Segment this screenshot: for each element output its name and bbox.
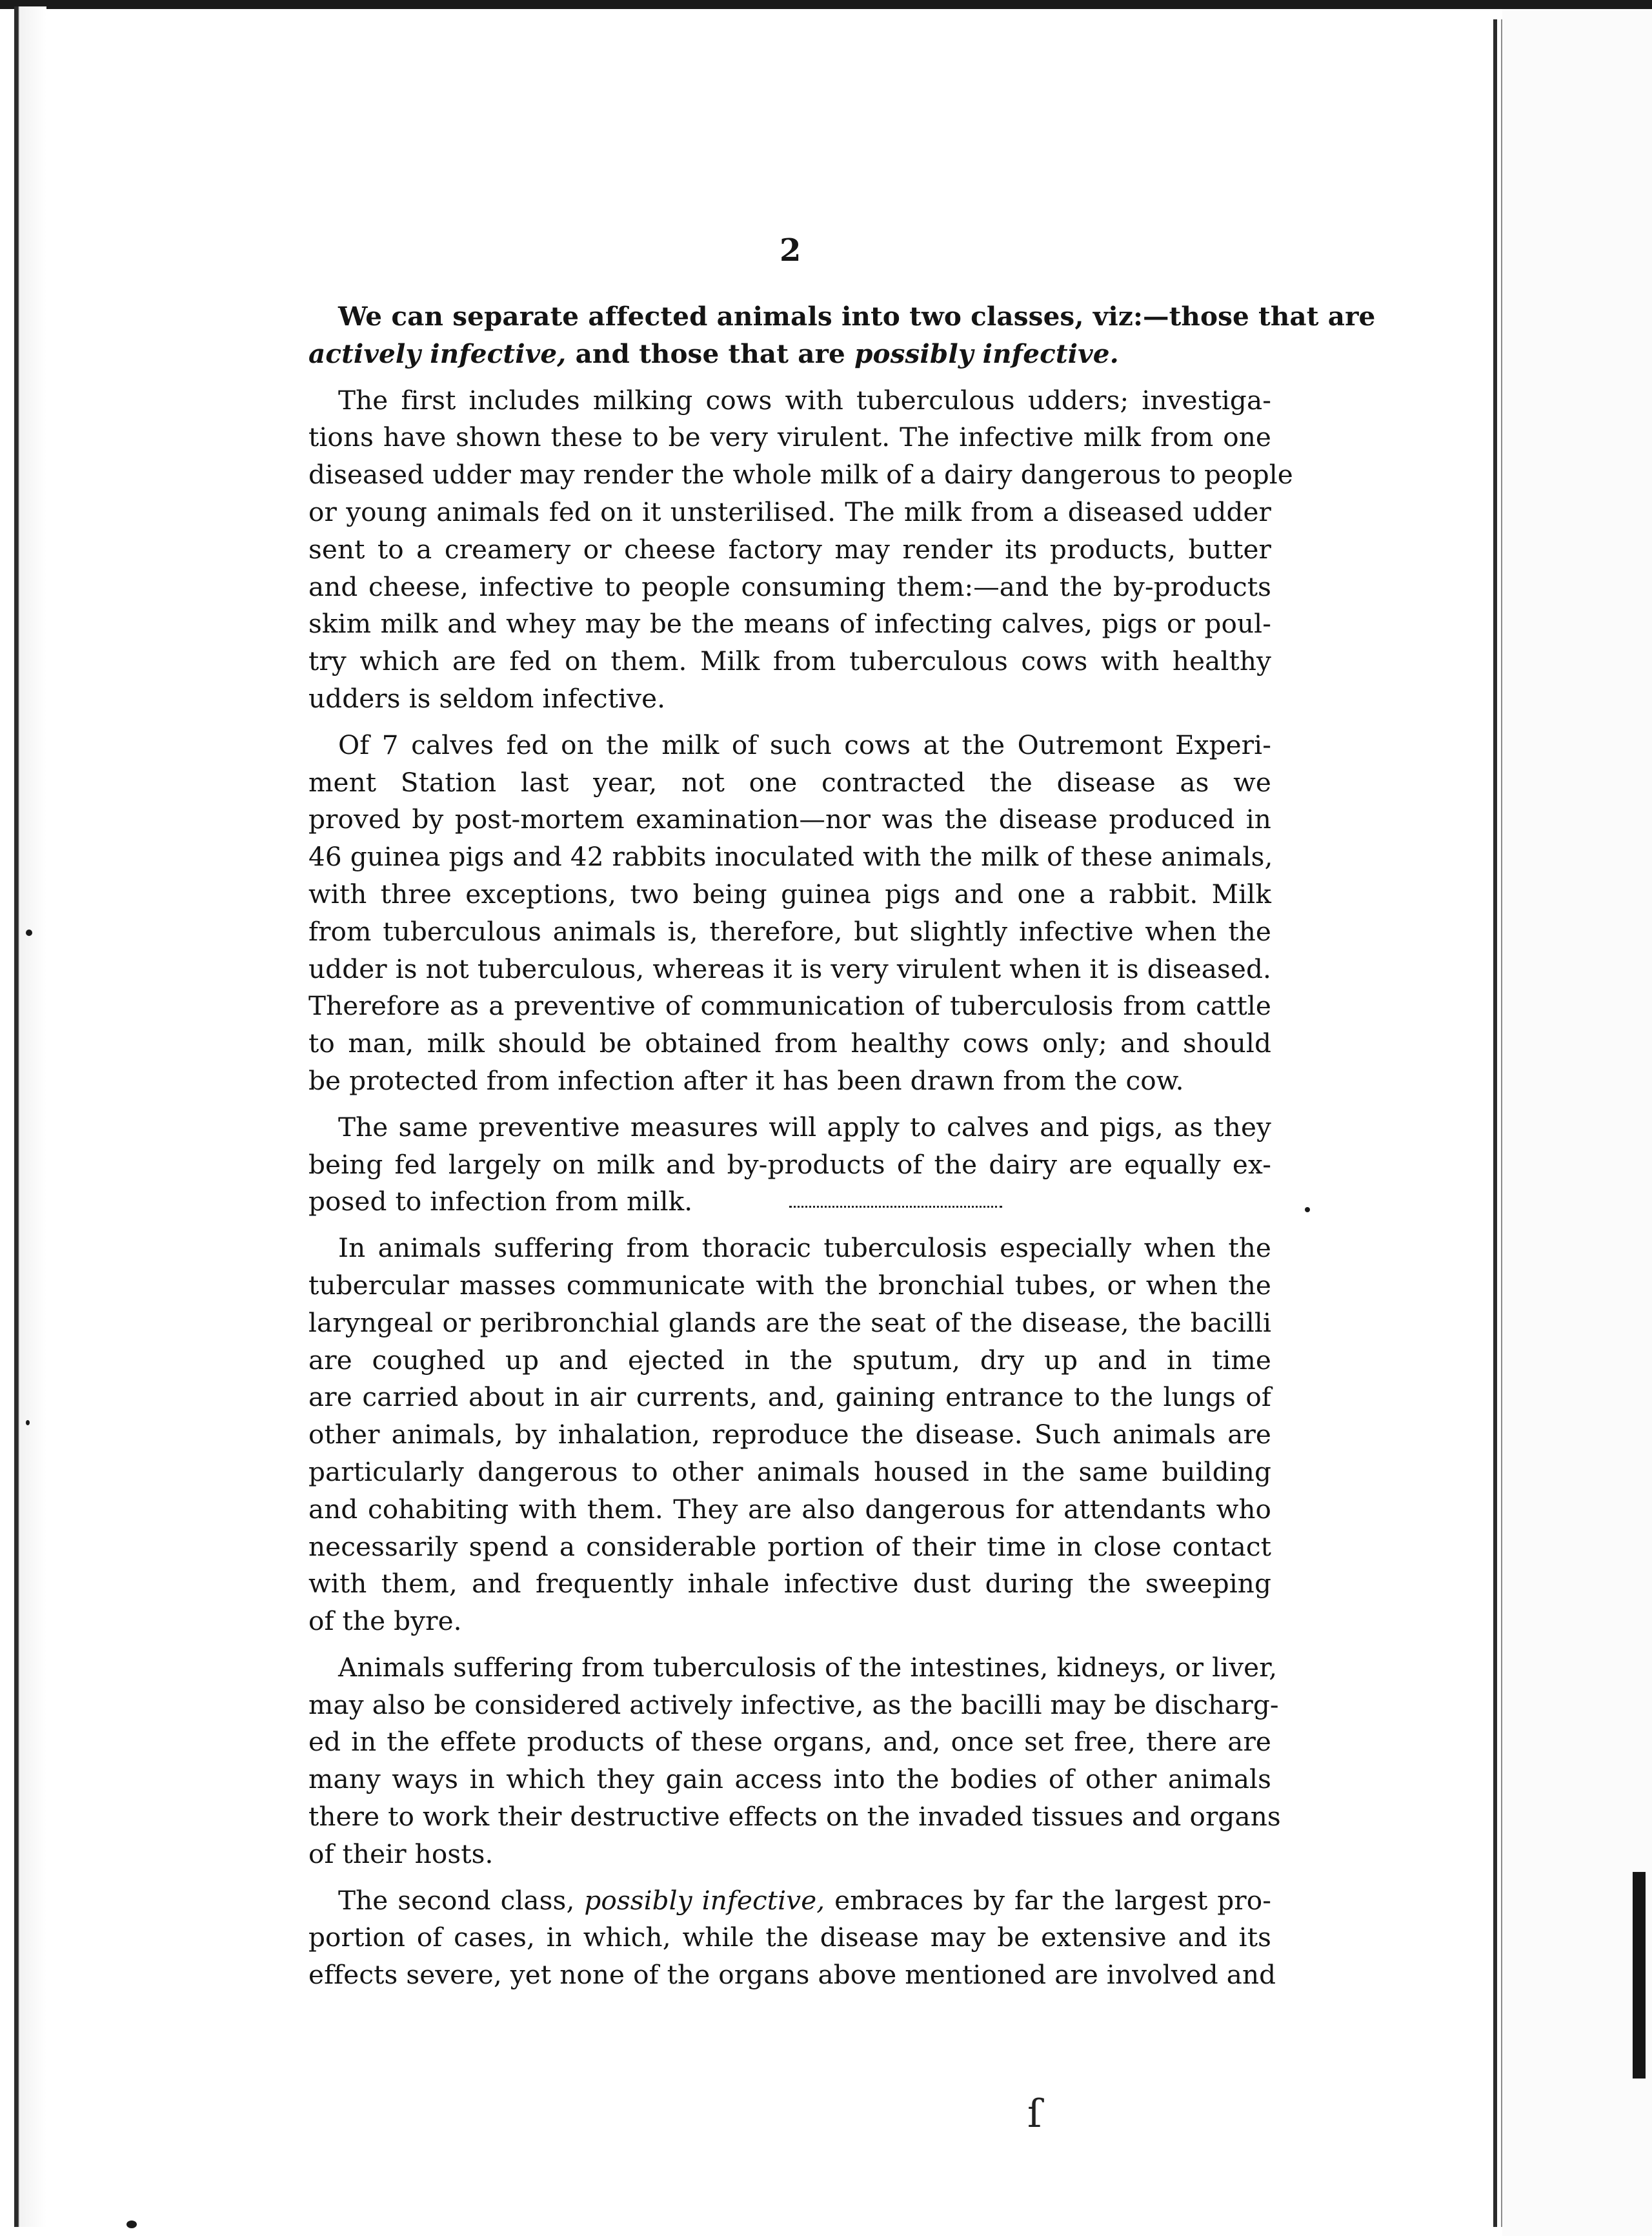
text-line: ment Station last year, not one contracted the disease as we — [308, 766, 1271, 798]
text-line: are carried about in air currents, and, gaining entrance to the lungs of — [308, 1381, 1271, 1413]
text-line: being fed largely on milk and by-products of the dairy are equally ex- — [308, 1148, 1271, 1180]
scan-speck — [126, 2221, 137, 2228]
text-line: skim milk and whey may be the means of infecting calves, pigs or poul- — [308, 608, 1271, 640]
text-line: or young animals fed on it unsterilised. The milk from a diseased udder — [308, 496, 1271, 527]
text-line: may also be considered actively infective, as the bacilli may be discharg- — [308, 1689, 1279, 1720]
text-line: udder is not tuberculous, whereas it is very virulent when it is diseased. — [308, 953, 1271, 984]
scan-left-edge — [14, 6, 46, 2227]
text-line: laryngeal or peribronchial glands are the seat of the disease, the bacilli — [308, 1306, 1271, 1338]
text-line: udders is seldom infective. — [308, 682, 666, 714]
scan-right-strip — [1502, 9, 1652, 2236]
text-line: Animals suffering from tuberculosis of the intestines, kidneys, or liver, — [338, 1651, 1278, 1683]
text-line: diseased udder may render the whole milk of a dairy dangerous to people — [308, 459, 1293, 491]
text-line: be protected from infection after it has been drawn from the cow. — [308, 1064, 1184, 1096]
text-line: We can separate affected animals into two classes, viz:—those that are — [338, 301, 1376, 332]
text-line: with them, and frequently inhale infective dust during the sweeping — [308, 1568, 1271, 1600]
scan-speck — [26, 1420, 30, 1425]
scan-mark: ſ — [1027, 2091, 1042, 2137]
scan-top-edge — [0, 0, 1652, 9]
text-line: of the byre. — [308, 1605, 462, 1637]
text-line: actively infective, and those that are possibly infective. — [308, 338, 1119, 369]
text-line: of their hosts. — [308, 1838, 494, 1869]
text-line: necessarily spend a considerable portion of their time in close contact — [308, 1530, 1271, 1562]
emphasis-text: actively infective, — [308, 338, 567, 369]
document-body — [308, 298, 1376, 2003]
scan-right-fold-line — [1493, 19, 1497, 2227]
text-line: tions have shown these to be very virulent. The infective milk from one — [308, 422, 1271, 453]
text-line: many ways in which they gain access into the bodies of other animals — [308, 1763, 1271, 1795]
text-line: try which are fed on them. Milk from tuberculous cows with healthy — [308, 645, 1271, 677]
text-line: The same preventive measures will apply to calves and pigs, as they — [338, 1111, 1271, 1143]
paragraph — [308, 1649, 1281, 1873]
page-number: 2 — [780, 232, 801, 269]
text-line: portion of cases, in which, while the disease may be extensive and its — [308, 1922, 1271, 1953]
text-line: are coughed up and ejected in the sputum, dry up and in time — [308, 1344, 1271, 1376]
text-line: with three exceptions, two being guinea pigs and one a rabbit. Milk — [308, 878, 1271, 910]
emphasis-text: possibly infective, — [584, 1884, 825, 1916]
paragraph — [308, 298, 1376, 373]
scan-right-fold-shadow — [1501, 19, 1502, 2227]
paragraph — [308, 1230, 1271, 1640]
text-line: and cheese, infective to people consuming them:—and the by-products — [308, 571, 1271, 602]
emphasis-text: possibly infective. — [854, 338, 1119, 369]
scan-smudge — [789, 1199, 1002, 1208]
text-line: there to work their destructive effects on the invaded tissues and organs — [308, 1801, 1281, 1833]
paragraph — [308, 1882, 1276, 1994]
text-line: ed in the effete products of these organs, and, once set free, there are — [308, 1726, 1271, 1758]
paragraph — [308, 1109, 1271, 1221]
scan-right-far-edge — [1633, 1872, 1646, 2078]
paragraph — [308, 382, 1293, 718]
text-line: The first includes milking cows with tuberculous udders; investiga- — [338, 384, 1271, 416]
text-line: to man, milk should be obtained from healthy cows only; and should — [308, 1028, 1271, 1059]
text-line: from tuberculous animals is, therefore, but slightly infective when the — [308, 915, 1271, 947]
paragraph — [308, 727, 1271, 1100]
text-line: 46 guinea pigs and 42 rabbits inoculated with the milk of these animals, — [308, 841, 1273, 873]
text-line: Of 7 calves fed on the milk of such cows at the Outremont Experi- — [338, 729, 1271, 760]
text-line: The second class, possibly infective, embraces by far the largest pro- — [338, 1884, 1271, 1916]
text-line: tubercular masses communicate with the bronchial tubes, or when the — [308, 1269, 1271, 1301]
text-line: and cohabiting with them. They are also dangerous for attendants who — [308, 1493, 1271, 1525]
text-line: In animals suffering from thoracic tuberculosis especially when the — [338, 1232, 1271, 1264]
text-line: effects severe, yet none of the organs above mentioned are involved and — [308, 1959, 1276, 1991]
text-line: posed to infection from milk. — [308, 1183, 1271, 1221]
text-line: sent to a creamery or cheese factory may render its products, butter — [308, 533, 1271, 565]
scan-speck — [26, 930, 32, 936]
text-line: Therefore as a preventive of communication of tuberculosis from cattle — [308, 990, 1271, 1022]
scan-speck — [1305, 1207, 1310, 1212]
text-line: particularly dangerous to other animals housed in the same building — [308, 1456, 1271, 1487]
text-line: proved by post-mortem examination—nor was the disease produced in — [308, 804, 1271, 835]
text-line: other animals, by inhalation, reproduce the disease. Such animals are — [308, 1419, 1271, 1450]
